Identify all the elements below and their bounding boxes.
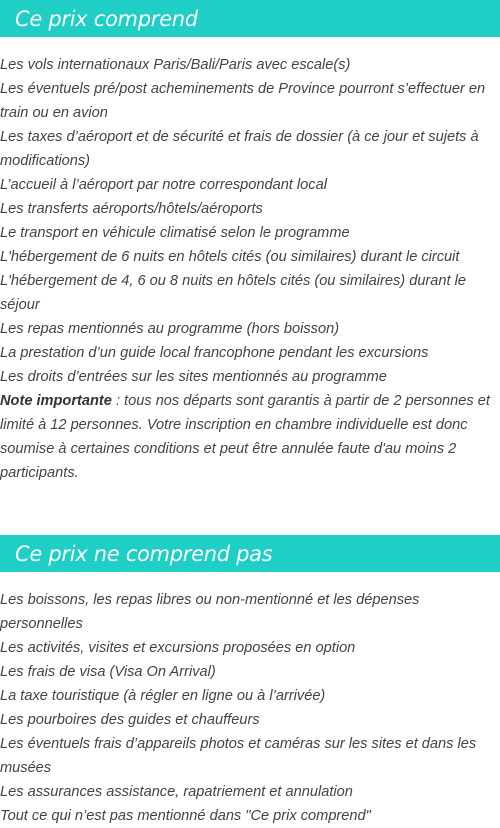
excludes-section-header [0,535,500,572]
list-item: La prestation d’un guide local francophone pendant les excursions [0,345,429,361]
list-item: Les vols internationaux Paris/Bali/Paris avec escale(s) [0,57,351,73]
list-item: Les frais de visa (Visa On Arrival) [0,664,216,680]
excludes-list [0,588,500,828]
list-item: Les taxes d’aéroport et de sécurité et frais de dossier (à ce jour et sujets à modifications) [0,129,479,169]
list-item: L'hébergement de 4, 6 ou 8 nuits en hôtels cités (ou similaires) durant le séjour [0,273,466,313]
list-item: La taxe touristique (à régler en ligne ou à l’arrivée) [0,688,326,704]
list-item: Les activités, visites et excursions proposées en option [0,640,356,656]
important-note-text: : tous nos départs sont garantis à partir de 2 personnes et limité à 12 personnes. Votre inscription en chambre individuelle est donc soumise à certaines conditions et peut être annulée faute d'au moins 2 participants. [0,393,490,481]
list-item: L’accueil à l’aéroport par notre correspondant local [0,177,327,193]
list-item: Les éventuels pré/post acheminements de Province pourront s’effectuer en train ou en avion [0,81,486,121]
includes-section-header [0,0,500,37]
list-item: Les droits d’entrées sur les sites mentionnés au programme [0,369,387,385]
list-item: Les assurances assistance, rapatriement et annulation [0,784,353,800]
list-item: Les boissons, les repas libres ou non-mentionné et les dépenses personnelles [0,592,420,632]
important-note-label: Note importante [0,393,112,409]
important-note [0,389,490,485]
list-item: Les éventuels frais d’appareils photos et caméras sur les sites et dans les musées [0,736,477,776]
includes-section-title: Ce prix comprend [15,6,198,31]
list-item: Le transport en véhicule climatisé selon le programme [0,225,350,241]
list-item: Les transferts aéroports/hôtels/aéroports [0,201,263,217]
list-item: Les repas mentionnés au programme (hors boisson) [0,321,340,337]
list-item: Tout ce qui n’est pas mentionné dans "Ce prix comprend" [0,808,371,824]
excludes-section-title: Ce prix ne comprend pas [15,541,273,566]
list-item: Les pourboires des guides et chauffeurs [0,712,260,728]
list-item: L'hébergement de 6 nuits en hôtels cités (ou similaires) durant le circuit [0,249,460,265]
includes-list [0,53,500,389]
